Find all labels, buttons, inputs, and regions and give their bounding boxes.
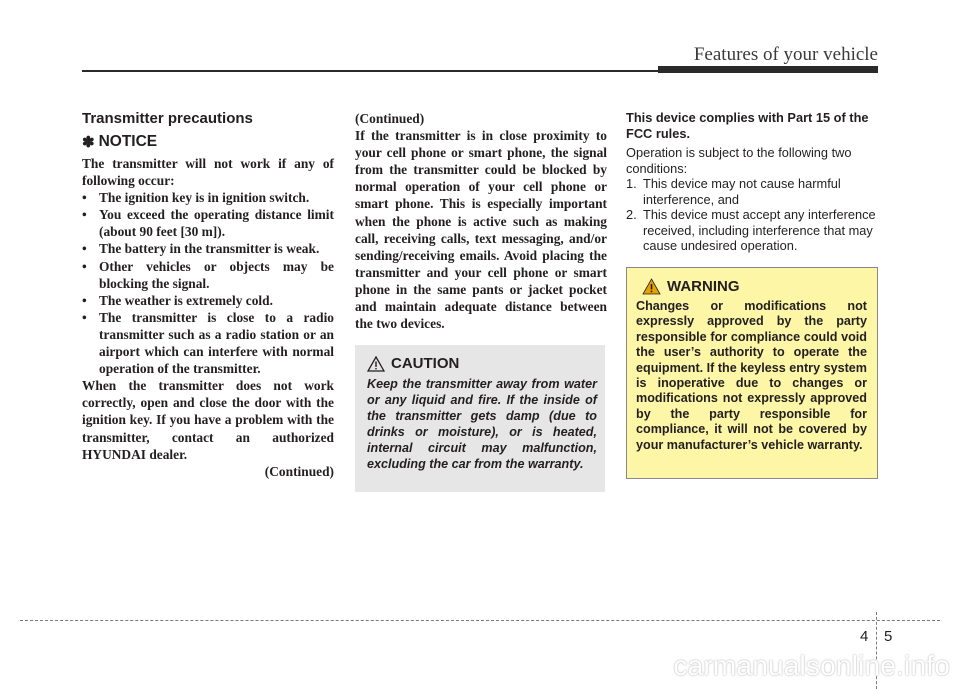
list-item bbox=[82, 292, 334, 309]
bullet-text: The weather is extremely cold. bbox=[99, 292, 273, 308]
bullet-text: Other vehicles or objects may be blocking the signal. bbox=[99, 258, 334, 291]
notice-bullet-list bbox=[82, 189, 334, 377]
warning-heading bbox=[642, 278, 867, 295]
notice-heading bbox=[82, 133, 334, 151]
list-number: 1. bbox=[626, 176, 637, 191]
list-item bbox=[82, 258, 334, 292]
bullet-icon: • bbox=[82, 309, 87, 325]
bullet-icon: • bbox=[82, 292, 87, 308]
list-number: 2. bbox=[626, 207, 637, 222]
bullet-text: The transmitter is close to a radio transmitter such as a radio station or an airport which can interfere with normal operation of the transmitter. bbox=[99, 309, 334, 377]
column-middle bbox=[355, 110, 607, 332]
phone-proximity-paragraph: If the transmitter is in close proximity to your cell phone or smart phone, the signal from the transmitter could be blocked by normal operation of your cell phone or smart phone. This is especially important when the phone is active such as making call, receiving calls, text messaging, and/or sending/receiving emails. Avoid placing the transmitter and your cell phone or smart phone in the same pants or jacket pocket and maintain adequate distance between the two devices. bbox=[355, 128, 607, 332]
bullet-text: You exceed the operating distance limit (about 90 feet [30 m]). bbox=[99, 207, 334, 240]
caution-text: Keep the transmitter away from water or any liquid and fire. If the inside of the transmitter gets damp (due to drinks or moisture), or is heated, internal circuit may malfunction, excluding the car from the warranty. bbox=[367, 377, 597, 471]
notice-intro: The transmitter will not work if any of following occur: bbox=[82, 156, 334, 189]
continued-label: (Continued) bbox=[264, 463, 334, 479]
column-right bbox=[626, 110, 878, 254]
caution-triangle-icon bbox=[367, 356, 385, 372]
bullet-icon: • bbox=[82, 258, 87, 274]
column-left bbox=[82, 110, 334, 480]
header-rule-accent bbox=[658, 66, 878, 73]
list-item bbox=[626, 207, 878, 254]
list-item bbox=[82, 189, 334, 206]
warning-box bbox=[626, 267, 878, 479]
chapter-number: 4 bbox=[860, 628, 869, 645]
caution-box bbox=[355, 345, 605, 492]
condition-text: This device must accept any interference received, including interference that may cause undesired operation. bbox=[643, 207, 876, 253]
bullet-icon: • bbox=[82, 241, 87, 257]
warning-text: Changes or modifications not expressly approved by the party responsible for compliance could void the user’s authority to operate the equipment. If the keyless entry system is inoperative due to changes or modifications not expressly approved by the party responsible for compliance, it will not be covered by your manufacturer’s vehicle warranty. bbox=[636, 299, 867, 452]
asterisk-icon: ✽ bbox=[82, 134, 95, 151]
caution-heading bbox=[367, 355, 597, 372]
warning-title: WARNING bbox=[667, 278, 740, 295]
bullet-icon: • bbox=[82, 190, 87, 206]
section-title: Transmitter precautions bbox=[82, 110, 253, 127]
list-item bbox=[82, 240, 334, 257]
footer-divider bbox=[20, 620, 940, 621]
page-header-title: Features of your vehicle bbox=[693, 44, 878, 65]
continued-label: (Continued) bbox=[355, 111, 425, 126]
list-item bbox=[82, 206, 334, 240]
conditions-intro: Operation is subject to the following two conditions: bbox=[626, 145, 852, 176]
list-item bbox=[626, 176, 878, 207]
watermark: carmanualsonline.info bbox=[673, 650, 950, 681]
page-number: 5 bbox=[884, 628, 893, 645]
conditions-list bbox=[626, 176, 878, 254]
bullet-text: The ignition key is in ignition switch. bbox=[99, 190, 310, 206]
condition-text: This device may not cause harmful interference, and bbox=[643, 176, 841, 207]
list-item bbox=[82, 309, 334, 377]
fcc-statement: This device complies with Part 15 of the FCC rules. bbox=[626, 110, 869, 141]
caution-title: CAUTION bbox=[391, 355, 460, 372]
troubleshoot-paragraph: When the transmitter does not work correctly, open and close the door with the ignition key. If you have a problem with the transmitter, contact an authorized HYUNDAI dealer. bbox=[82, 378, 334, 462]
notice-label: NOTICE bbox=[98, 133, 158, 150]
bullet-text: The battery in the transmitter is weak. bbox=[99, 241, 320, 257]
warning-triangle-icon bbox=[642, 278, 661, 295]
bullet-icon: • bbox=[82, 207, 87, 223]
